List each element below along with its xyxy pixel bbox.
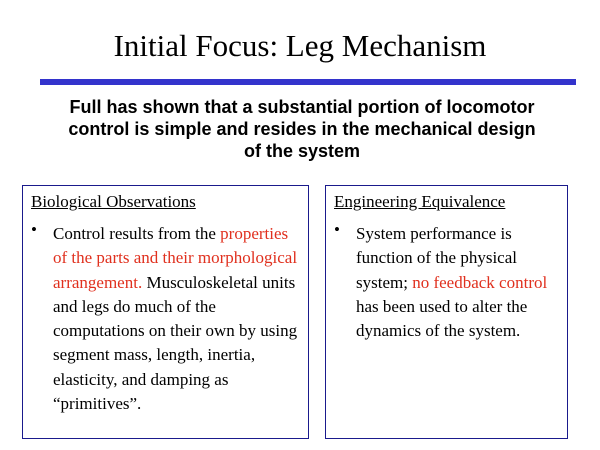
slide-subtitle: Full has shown that a substantial portion of locomotor control is simple and resides in the mechanical design of the system [68,97,536,161]
slide-title: Initial Focus: Leg Mechanism [113,28,487,63]
bullet-marker: • [31,220,37,239]
engineering-equivalence-box [325,185,568,439]
title-divider [40,79,576,85]
text-segment: Musculoskeletal units and legs do much of the computations on their own by using segment mass, length, inertia, elasticity, and damping as “primitives”. [53,272,298,414]
box-heading-biological: Biological Observations [31,192,196,211]
text-segment: has been used to alter the dynamics of the system. [356,296,528,341]
bullet-text-biological [53,222,303,416]
biological-observations-box [22,185,309,439]
bullet-text-engineering [356,222,561,343]
bullet-marker: • [334,220,340,239]
highlighted-phrase: no feedback control [412,272,548,292]
box-heading-engineering: Engineering Equivalence [334,192,506,211]
highlighted-phrase: properties of the parts and their morphological arrangement. [53,224,298,292]
text-segment: Control results from the [53,224,221,243]
text-segment: System performance is function of the physical system; [356,224,517,292]
